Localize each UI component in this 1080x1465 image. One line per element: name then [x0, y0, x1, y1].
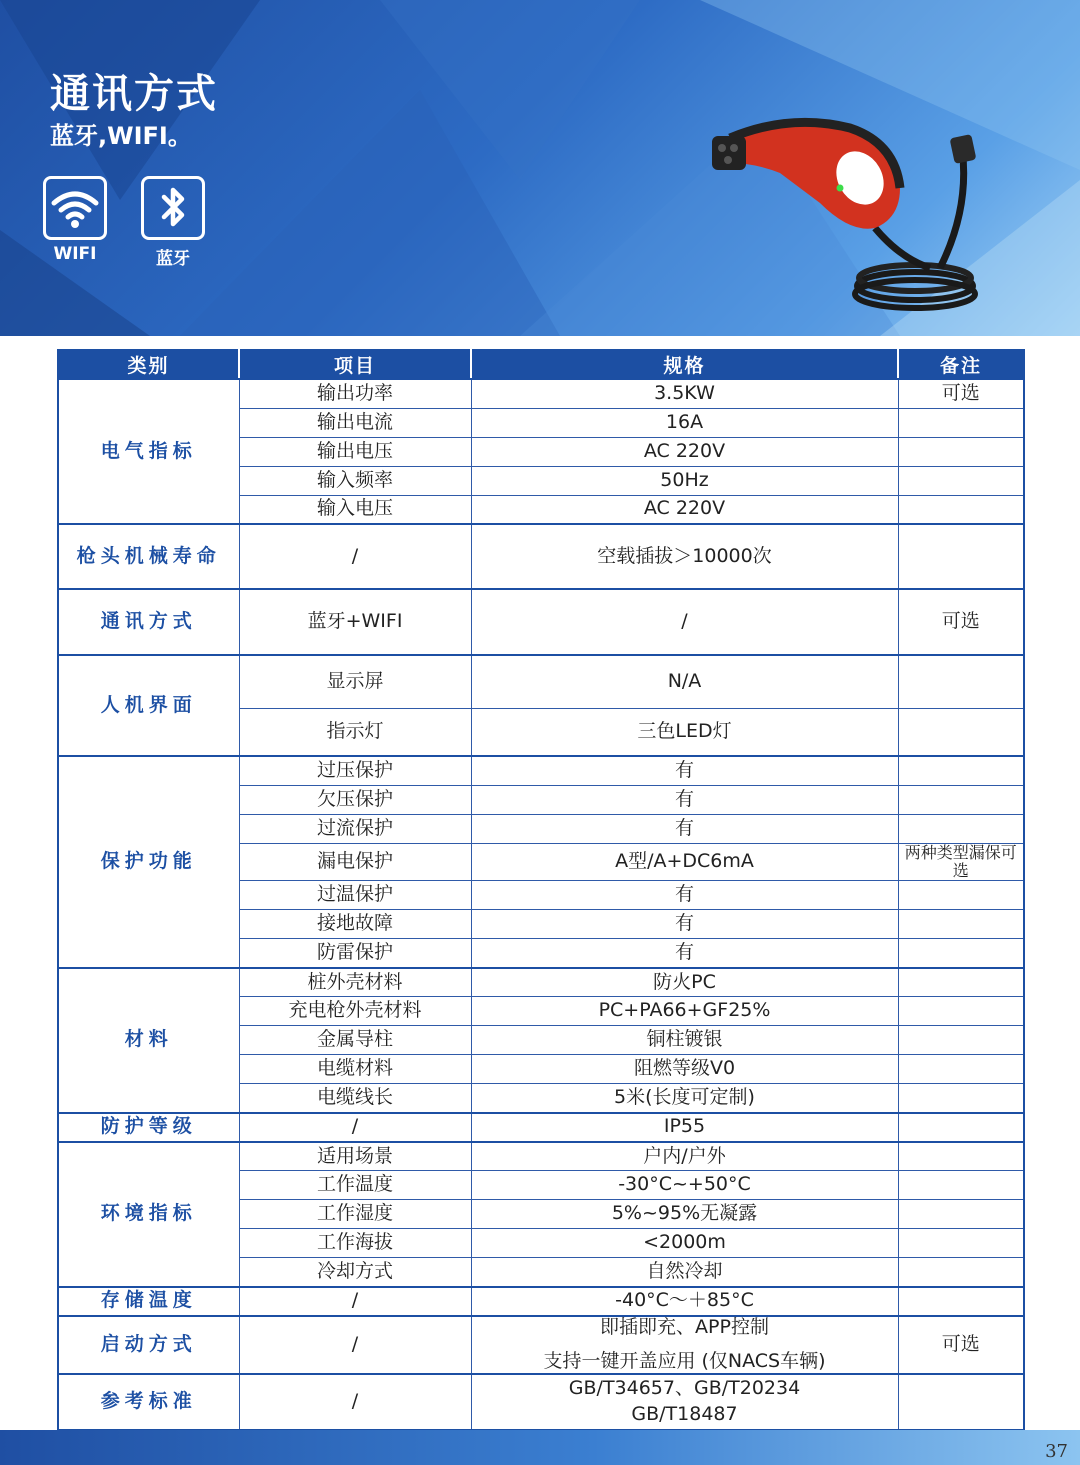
note-cell	[898, 1142, 1024, 1171]
item-cell: 工作海拔	[239, 1229, 471, 1258]
table-row	[58, 1374, 1024, 1430]
item-cell: 输出电压	[239, 437, 471, 466]
note-cell	[898, 910, 1024, 939]
item-cell: /	[239, 524, 471, 589]
category-cell: 电气指标	[58, 379, 239, 524]
item-cell: 接地故障	[239, 910, 471, 939]
note-cell	[898, 708, 1024, 756]
note-cell	[898, 466, 1024, 495]
page-subtitle: 蓝牙,WIFI。	[50, 122, 192, 150]
item-cell: 适用场景	[239, 1142, 471, 1171]
spec-cell: PC+PA66+GF25%	[471, 997, 898, 1026]
note-cell	[898, 1171, 1024, 1200]
item-cell: 工作湿度	[239, 1200, 471, 1229]
note-cell	[898, 1026, 1024, 1055]
category-cell: 人机界面	[58, 655, 239, 756]
note-cell	[898, 1258, 1024, 1287]
spec-cell: 有	[471, 756, 898, 785]
header-category: 类别	[58, 350, 239, 379]
item-cell: 过温保护	[239, 881, 471, 910]
header-note: 备注	[898, 350, 1024, 379]
note-cell	[898, 939, 1024, 968]
item-cell: 过压保护	[239, 756, 471, 785]
spec-line-1: 即插即充、APP控制	[600, 1315, 769, 1338]
item-cell: 桩外壳材料	[239, 968, 471, 997]
category-cell: 防护等级	[58, 1113, 239, 1142]
spec-cell: A型/A+DC6mA	[471, 843, 898, 881]
table-row	[58, 1142, 1024, 1171]
spec-cell: AC 220V	[471, 437, 898, 466]
table-row	[58, 1113, 1024, 1142]
table-header-row	[58, 350, 1024, 379]
header-item: 项目	[239, 350, 471, 379]
spec-cell: /	[471, 589, 898, 655]
spec-cell: -30°C~+50°C	[471, 1171, 898, 1200]
item-cell: /	[239, 1374, 471, 1430]
bluetooth-label: 蓝牙	[156, 249, 190, 269]
note-cell: 可选	[898, 1316, 1024, 1374]
spec-cell: 空载插拔＞10000次	[471, 524, 898, 589]
spec-cell: 防火PC	[471, 968, 898, 997]
item-cell: 输入电压	[239, 495, 471, 524]
spec-cell: 50Hz	[471, 466, 898, 495]
table-row	[58, 655, 1024, 708]
header-banner	[0, 0, 1080, 336]
spec-cell: 3.5KW	[471, 379, 898, 408]
wifi-icon	[43, 176, 107, 240]
spec-cell: 5%~95%无凝露	[471, 1200, 898, 1229]
item-cell: 充电枪外壳材料	[239, 997, 471, 1026]
table-row	[58, 589, 1024, 655]
spec-cell: 阻燃等级V0	[471, 1055, 898, 1084]
note-cell: 可选	[898, 589, 1024, 655]
note-cell: 可选	[898, 379, 1024, 408]
item-cell: 显示屏	[239, 655, 471, 708]
note-cell	[898, 408, 1024, 437]
spec-cell: 三色LED灯	[471, 708, 898, 756]
spec-table	[57, 349, 1025, 1431]
note-cell	[898, 968, 1024, 997]
item-cell: 漏电保护	[239, 843, 471, 881]
item-cell: 金属导柱	[239, 1026, 471, 1055]
note-cell	[898, 655, 1024, 708]
category-cell: 环境指标	[58, 1142, 239, 1287]
table-row	[58, 379, 1024, 408]
note-cell	[898, 1113, 1024, 1142]
spec-cell: 有	[471, 814, 898, 843]
category-cell: 材料	[58, 968, 239, 1113]
table-row	[58, 524, 1024, 589]
item-cell: 过流保护	[239, 814, 471, 843]
note-cell	[898, 524, 1024, 589]
note-cell	[898, 1084, 1024, 1113]
spec-line-1: GB/T34657、GB/T20234	[568, 1376, 801, 1399]
item-cell: 输入频率	[239, 466, 471, 495]
spec-cell: 户内/户外	[471, 1142, 898, 1171]
item-cell: 输出功率	[239, 379, 471, 408]
category-cell: 参考标准	[58, 1374, 239, 1430]
note-cell	[898, 881, 1024, 910]
spec-cell: IP55	[471, 1113, 898, 1142]
item-cell: /	[239, 1287, 471, 1316]
item-cell: 电缆材料	[239, 1055, 471, 1084]
item-cell: 电缆线长	[239, 1084, 471, 1113]
spec-cell: 有	[471, 785, 898, 814]
header-spec: 规格	[471, 350, 898, 379]
note-cell	[898, 1229, 1024, 1258]
note-cell	[898, 1287, 1024, 1316]
spec-cell: 铜柱镀银	[471, 1026, 898, 1055]
spec-cell: AC 220V	[471, 495, 898, 524]
item-cell: 冷却方式	[239, 1258, 471, 1287]
note-cell	[898, 756, 1024, 785]
footer-band	[0, 1430, 1080, 1465]
note-cell	[898, 785, 1024, 814]
item-cell: 蓝牙+WIFI	[239, 589, 471, 655]
spec-cell: -40°C～＋85°C	[471, 1287, 898, 1316]
spec-cell: 有	[471, 939, 898, 968]
item-cell: 指示灯	[239, 708, 471, 756]
spec-cell: 有	[471, 881, 898, 910]
bluetooth-icon	[141, 176, 205, 240]
ev-charger-image	[700, 108, 1000, 318]
category-cell: 启动方式	[58, 1316, 239, 1374]
spec-cell: 自然冷却	[471, 1258, 898, 1287]
spec-cell: 5米(长度可定制)	[471, 1084, 898, 1113]
table-row	[58, 1316, 1024, 1374]
item-cell: 欠压保护	[239, 785, 471, 814]
spec-cell: 有	[471, 910, 898, 939]
note-cell	[898, 495, 1024, 524]
item-cell: 输出电流	[239, 408, 471, 437]
spec-cell: N/A	[471, 655, 898, 708]
spec-cell: <2000m	[471, 1229, 898, 1258]
spec-line-2: 支持一键开盖应用 (仅NACS车辆)	[543, 1349, 826, 1372]
category-cell: 通讯方式	[58, 589, 239, 655]
table-row	[58, 968, 1024, 997]
item-cell: /	[239, 1113, 471, 1142]
spec-line-2: GB/T18487	[631, 1402, 738, 1425]
note-cell	[898, 997, 1024, 1026]
page-number: 37	[1045, 1441, 1068, 1462]
page-title: 通讯方式	[50, 71, 218, 117]
note-cell	[898, 1055, 1024, 1084]
item-cell: 防雷保护	[239, 939, 471, 968]
item-cell: /	[239, 1316, 471, 1374]
table-row	[58, 1287, 1024, 1316]
note-cell	[898, 437, 1024, 466]
item-cell: 工作温度	[239, 1171, 471, 1200]
category-cell: 保护功能	[58, 756, 239, 968]
category-cell: 存储温度	[58, 1287, 239, 1316]
wifi-label: WIFI	[53, 244, 97, 264]
spec-cell	[471, 1374, 898, 1430]
note-cell	[898, 1374, 1024, 1430]
note-cell	[898, 814, 1024, 843]
category-cell: 枪头机械寿命	[58, 524, 239, 589]
table-row	[58, 756, 1024, 785]
note-cell: 两种类型漏保可选	[898, 843, 1024, 881]
spec-cell: 16A	[471, 408, 898, 437]
spec-cell	[471, 1316, 898, 1374]
note-cell	[898, 1200, 1024, 1229]
